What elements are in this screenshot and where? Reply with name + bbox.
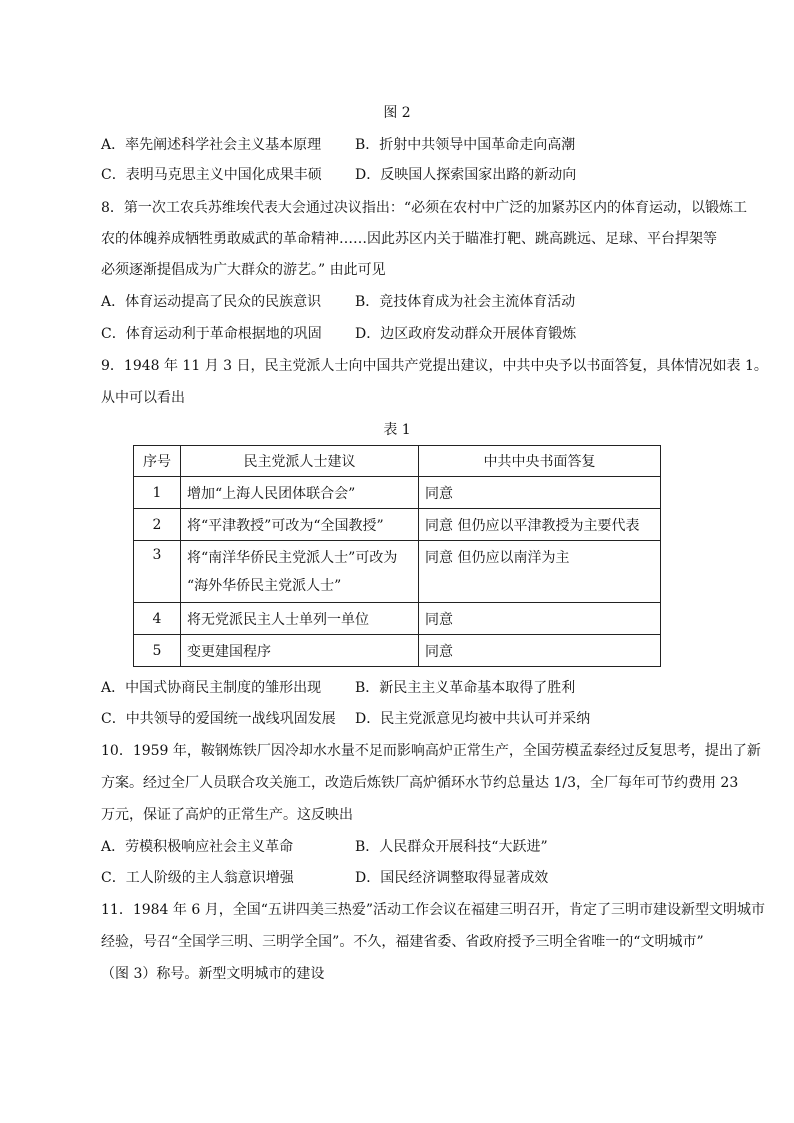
q10-option-a: A．劳模积极响应社会主义革命	[101, 839, 294, 855]
row-number: 4	[134, 603, 181, 635]
q11-stem-line-3: （图 3）称号。新型文明城市的建设	[101, 966, 325, 982]
q8-option-b: B．竞技体育成为社会主流体育活动	[355, 294, 576, 310]
row-number: 3	[134, 541, 181, 603]
table-row	[134, 477, 661, 509]
q9-option-a: A．中国式协商民主制度的雏形出现	[101, 680, 322, 696]
row-suggestion: 将“南洋华侨民主党派人士”可改为	[187, 550, 398, 566]
row-suggestion: 将“平津教授”可改为“全国教授”	[181, 509, 419, 541]
q9-option-b: B．新民主主义革命基本取得了胜利	[355, 680, 576, 696]
q10-stem-line-1: 10．1959 年，鞍钢炼铁厂因冷却水水量不足而影响高炉正常生产，全国劳模孟泰经过反复思考，提出了新	[101, 743, 761, 759]
row-suggestion: 将无党派民主人士单列一单位	[181, 603, 419, 635]
q10-option-b: B．人民群众开展科技“大跃进”	[355, 839, 548, 855]
table-header-suggestion: 民主党派人士建议	[181, 446, 419, 477]
row-suggestion: 增加“上海人民团体联合会”	[181, 477, 419, 509]
table-header-reply: 中共中央书面答复	[419, 446, 661, 477]
row-suggestion: 变更建国程序	[181, 635, 419, 667]
figure-2-caption: 图 2	[383, 105, 411, 121]
q8-option-d: D．边区政府发动群众开展体育锻炼	[355, 326, 577, 342]
q7-option-b: B．折射中共领导中国革命走向高潮	[355, 137, 576, 153]
q9-stem-line-2: 从中可以看出	[101, 390, 185, 406]
table-row	[134, 635, 661, 667]
row-reply: 同意	[419, 477, 661, 509]
row-reply: 同意	[419, 603, 661, 635]
row-reply: 同意	[419, 635, 661, 667]
table-1	[133, 445, 661, 667]
q9-stem-line-1: 9．1948 年 11 月 3 日，民主党派人士向中国共产党提出建议，中共中央予以书面答复，具体情况如表 1。	[101, 358, 768, 374]
table-1-caption: 表 1	[383, 422, 411, 438]
q8-stem-line-3: 必须逐渐提倡成为广大群众的游艺。” 由此可见	[101, 262, 386, 278]
q9-option-c: C．中共领导的爱国统一战线巩固发展	[101, 711, 336, 727]
q10-option-d: D．国民经济调整取得显著成效	[355, 870, 549, 886]
q8-stem-line-1: 8．第一次工农兵苏维埃代表大会通过决议指出：“必须在农村中广泛的加紧苏区内的体育运动，以锻炼工	[101, 200, 748, 216]
q11-stem-line-2: 经验，号召“全国学三明、三明学全国”。不久，福建省委、省政府授予三明全省唯一的“文明城市”	[101, 934, 704, 950]
table-row	[134, 603, 661, 635]
row-suggestion-cell	[181, 541, 419, 603]
q7-option-c: C．表明马克思主义中国化成果丰硕	[101, 167, 322, 183]
q7-option-d: D．反映国人探索国家出路的新动向	[355, 167, 577, 183]
q8-option-c: C．体育运动利于革命根据地的巩固	[101, 326, 322, 342]
table-row	[134, 509, 661, 541]
q10-option-c: C．工人阶级的主人翁意识增强	[101, 870, 294, 886]
q10-stem-line-2: 方案。经过全厂人员联合攻关施工，改造后炼铁厂高炉循环水节约总量达 1/3，全厂每年可节约费用 23	[101, 775, 739, 791]
q8-stem-line-2: 农的体魄养成牺牲勇敢威武的革命精神……因此苏区内关于瞄准打靶、跳高跳远、足球、平台捍架等	[101, 231, 717, 247]
row-reply: 同意 但仍应以平津教授为主要代表	[419, 509, 661, 541]
q11-stem-line-1: 11．1984 年 6 月，全国“五讲四美三热爱”活动工作会议在福建三明召开，肯定了三明市建设新型文明城市	[101, 902, 766, 918]
table-row	[134, 541, 661, 603]
row-number: 1	[134, 477, 181, 509]
row-suggestion-continued: “海外华侨民主党派人士”	[187, 578, 342, 594]
row-reply: 同意 但仍应以南洋为主	[419, 541, 661, 603]
q8-option-a: A．体育运动提高了民众的民族意识	[101, 294, 322, 310]
row-number: 5	[134, 635, 181, 667]
q7-option-a: A．率先阐述科学社会主义基本原理	[101, 137, 322, 153]
row-number: 2	[134, 509, 181, 541]
table-header-number: 序号	[134, 446, 181, 477]
q9-option-d: D．民主党派意见均被中共认可并采纳	[355, 711, 591, 727]
q10-stem-line-3: 万元，保证了高炉的正常生产。这反映出	[101, 807, 353, 823]
